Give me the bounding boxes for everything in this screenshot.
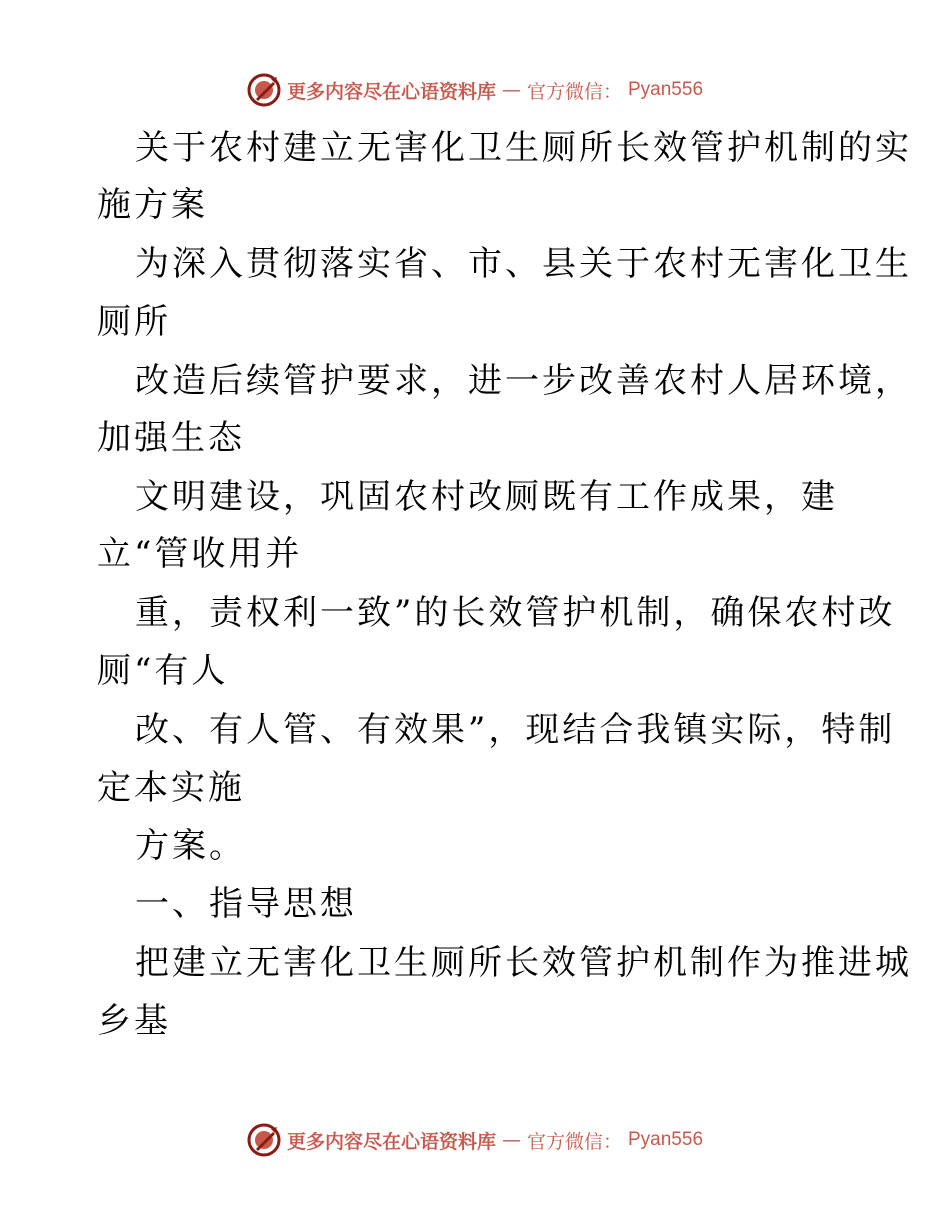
doc-line: 定本实施 [97, 768, 245, 808]
doc-line: 为深入贯彻落实省、市、县关于农村无害化卫生 [135, 244, 912, 284]
banner-wechat-id: Pyan556 [628, 1129, 704, 1150]
pen-logo-icon [247, 1123, 281, 1157]
section-heading: 一、指导思想 [135, 884, 357, 924]
header-banner [0, 70, 950, 110]
banner-separator: — [501, 79, 521, 101]
doc-line: 重，责权利一致”的长效管护机制，确保农村改 [135, 593, 896, 633]
footer-banner [0, 1120, 950, 1160]
doc-line: 加强生态 [97, 418, 245, 458]
banner-separator: — [501, 1129, 521, 1151]
doc-line: 改造后续管护要求，进一步改善农村人居环境， [135, 361, 912, 401]
doc-line: 乡基 [97, 1001, 171, 1041]
doc-line: 文明建设，巩固农村改厕既有工作成果，建 [135, 477, 838, 517]
doc-line: 立“管收用并 [97, 534, 303, 574]
banner-text: 更多内容尽在心语资料库 [286, 80, 496, 103]
doc-line: 厕“有人 [97, 651, 229, 691]
doc-line: 方案。 [135, 826, 246, 866]
banner-wechat-label: 官方微信： [526, 80, 622, 103]
pen-logo-icon [247, 73, 281, 107]
banner-wechat-label: 官方微信： [526, 1130, 622, 1153]
doc-line: 改、有人管、有效果”，现结合我镇实际，特制 [135, 710, 896, 750]
doc-line: 施方案 [97, 185, 208, 225]
doc-line: 把建立无害化卫生厕所长效管护机制作为推进城 [135, 943, 912, 983]
banner-text: 更多内容尽在心语资料库 [286, 1130, 496, 1153]
banner-wechat-id: Pyan556 [628, 79, 704, 100]
doc-line: 厕所 [97, 302, 171, 342]
doc-line: 关于农村建立无害化卫生厕所长效管护机制的实 [135, 128, 912, 168]
